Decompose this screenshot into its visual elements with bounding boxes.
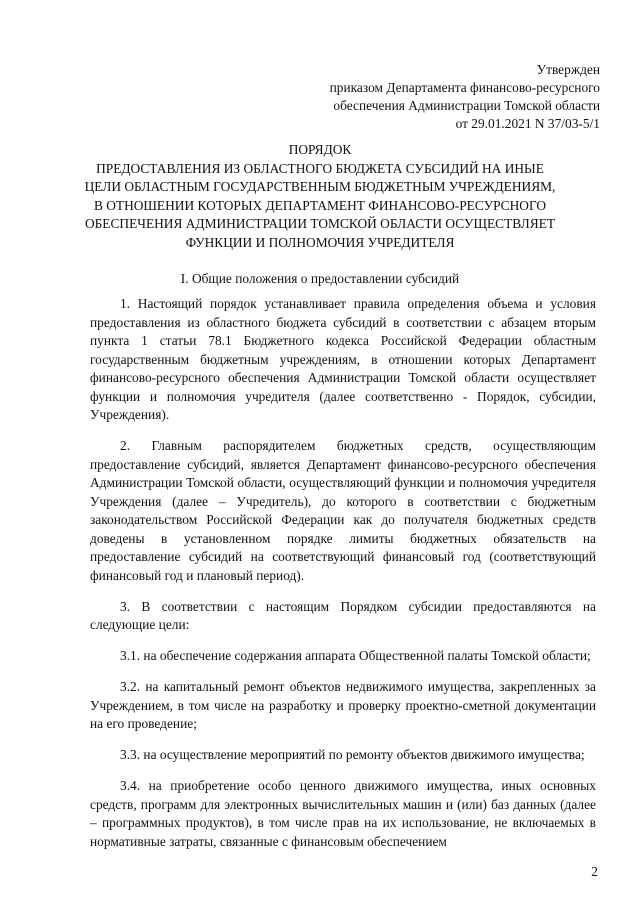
section-heading: I. Общие положения о предоставлении субсидий (180, 271, 460, 286)
approval-line: приказом Департамента финансово-ресурсного (329, 80, 600, 95)
paragraph: 3.2. на капитальный ремонт объектов недвижимого имущества, закрепленных за Учреждением, в том числе на разработку и проверку проектно-сметной документации на его проведение; (90, 679, 596, 731)
title-line: ЦЕЛИ ОБЛАСТНЫМ ГОСУДАРСТВЕННЫМ БЮДЖЕТНЫМ УЧРЕЖДЕНИЯМ, (84, 179, 556, 194)
paragraph: 1. Настоящий порядок устанавливает правила определения объема и условия предоставления из областного бюджета субсидий в соответствии с абзацем вторым пункта 1 статьи 78.1 Бюджетного кодекса Российской Федерации областным государственным бюджетным учреждениям, в отношении которых Департамент финансово-ресурсного обеспечения Администрации Томской области осуществляет функции и полномочия учредителя (далее соответственно - Порядок, субсидии, Учреждения). (90, 296, 596, 422)
approval-line: от 29.01.2021 N 37/03-5/1 (455, 116, 600, 131)
paragraph: 2. Главным распорядителем бюджетных средств, осуществляющим предоставление субсидий, является Департамент финансово-ресурсного обеспечения Администрации Томской области, осуществляющий функции и полномочия учредителя Учреждения (далее – Учредитель), до которого в соответствии с бюджетным законодательством Российской Федерации как до получателя бюджетных средств доведены в установленном порядке лимиты бюджетных обязательств на предоставление субсидий на соответствующий финансовый год (соответствующий финансовый год и плановый период). (90, 438, 596, 583)
document-body (90, 295, 596, 864)
paragraph: 3. В соответствии с настоящим Порядком субсидии предоставляются на следующие цели: (90, 598, 596, 632)
approval-stamp (330, 61, 600, 133)
paragraph: 3.3. на осуществление мероприятий по ремонту объектов движимого имущества; (120, 747, 585, 762)
title-line: ФУНКЦИИ И ПОЛНОМОЧИЯ УЧРЕДИТЕЛЯ (185, 234, 455, 250)
approval-line: Утвержден (536, 62, 600, 77)
page-number: 2 (591, 864, 598, 879)
title-line: ОБЕСПЕЧЕНИЯ АДМИНИСТРАЦИИ ТОМСКОЙ ОБЛАСТИ ОСУЩЕСТВЛЯЕТ (84, 216, 556, 231)
title-line: ПОРЯДОК (288, 142, 352, 157)
document-title (60, 141, 580, 252)
title-line: В ОТНОШЕНИИ КОТОРЫХ ДЕПАРТАМЕНТ ФИНАНСОВО-РЕСУРСНОГО (93, 197, 547, 213)
approval-line: обеспечения Администрации Томской области (333, 98, 600, 113)
paragraph: 3.4. на приобретение особо ценного движимого имущества, иных основных средств, программ для электронных вычислительных машин и (или) баз данных (далее – программных продуктов), в том числе прав на их использование, не включаемых в нормативные затраты, связанные с финансовым обеспечением (90, 778, 596, 849)
paragraph: 3.1. на обеспечение содержания аппарата Общественной палаты Томской области; (120, 648, 591, 663)
title-line: ПРЕДОСТАВЛЕНИЯ ИЗ ОБЛАСТНОГО БЮДЖЕТА СУБСИДИЙ НА ИНЫЕ (96, 160, 544, 176)
